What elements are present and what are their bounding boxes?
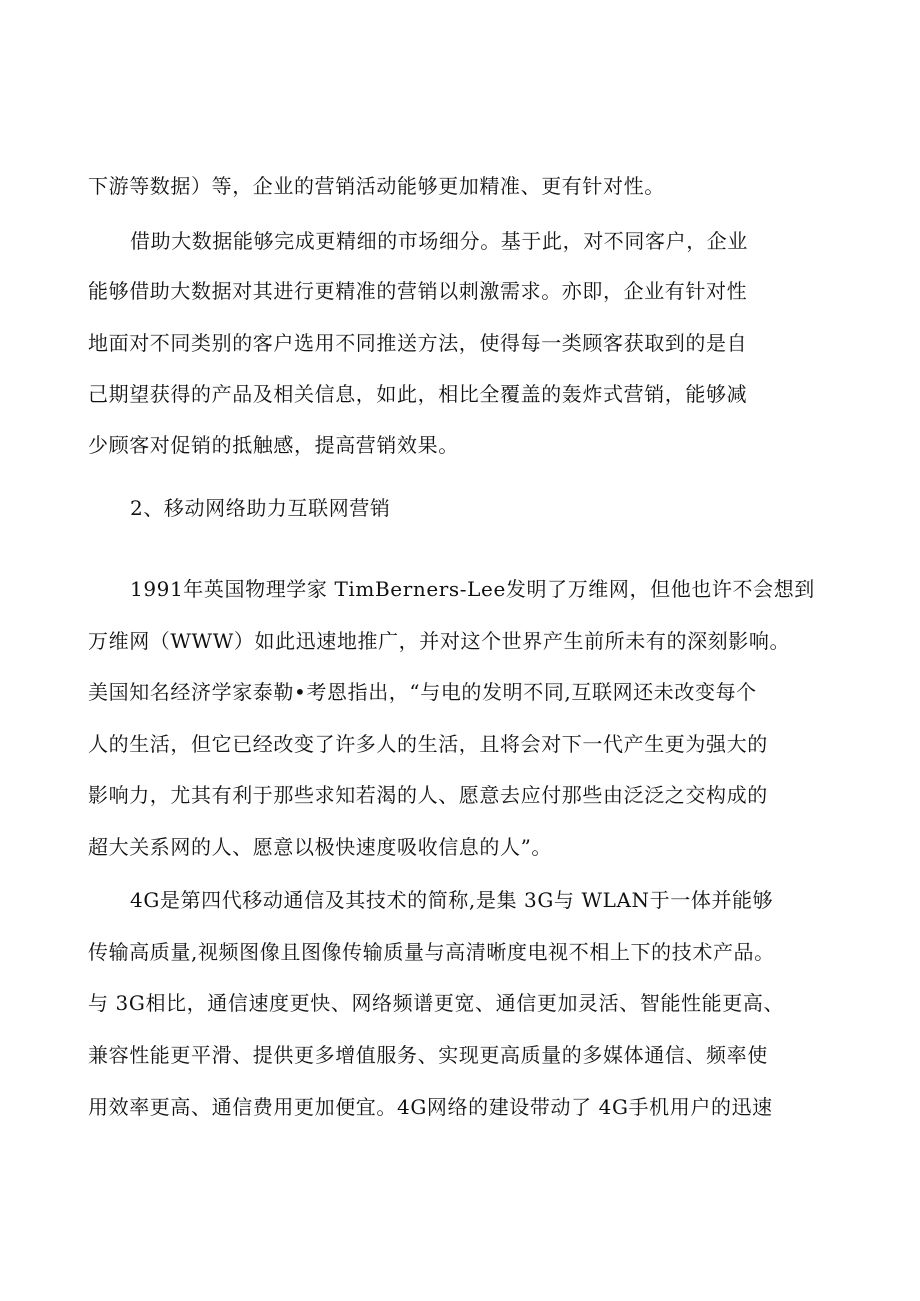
section-heading: 2、移动网络助力互联网营销 bbox=[130, 496, 391, 520]
text-line: 借助大数据能够完成更精细的市场细分。基于此，对不同客户，企业 bbox=[130, 229, 748, 253]
text-line: 与 3G相比，通信速度更快、网络频谱更宽、通信更加灵活、智能性能更高、 bbox=[88, 991, 785, 1015]
text-line: 少顾客对促销的抵触感，提高营销效果。 bbox=[88, 433, 459, 457]
text-line: 影响力，尤其有利于那些求知若渴的人、愿意去应付那些由泛泛之交构成的 bbox=[88, 783, 768, 807]
text-line: 能够借助大数据对其进行更精准的营销以刺激需求。亦即，企业有针对性 bbox=[88, 279, 748, 303]
text-line: 1991年英国物理学家 TimBerners-Lee发明了万维网，但他也许不会想到 bbox=[130, 577, 815, 601]
text-line: 己期望获得的产品及相关信息，如此，相比全覆盖的轰炸式营销，能够减 bbox=[88, 382, 748, 406]
text-line: 兼容性能更平滑、提供更多增值服务、实现更高质量的多媒体通信、频率使 bbox=[88, 1043, 768, 1067]
text-line: 万维网（WWW）如此迅速地推广，并对这个世界产生前所未有的深刻影响。 bbox=[88, 629, 791, 653]
text-line: 超大关系网的人、愿意以极快速度吸收信息的人”。 bbox=[88, 835, 553, 859]
text-line: 人的生活，但它已经改变了许多人的生活，且将会对下一代产生更为强大的 bbox=[88, 732, 768, 756]
text-line: 用效率更高、通信费用更加便宜。4G网络的建设带动了 4G手机用户的迅速 bbox=[88, 1095, 773, 1119]
text-line: 传输高质量,视频图像且图像传输质量与高清晰度电视不相上下的技术产品。 bbox=[88, 940, 775, 964]
text-line: 下游等数据）等，企业的营销活动能够更加精准、更有针对性。 bbox=[88, 174, 665, 198]
text-line: 4G是第四代移动通信及其技术的简称,是集 3G与 WLAN于一体并能够 bbox=[130, 888, 774, 912]
text-line: 地面对不同类别的客户选用不同推送方法，使得每一类顾客获取到的是自 bbox=[88, 331, 748, 355]
text-line: 美国知名经济学家泰勒•考恩指出，“与电的发明不同,互联网还未改变每个 bbox=[88, 680, 757, 704]
